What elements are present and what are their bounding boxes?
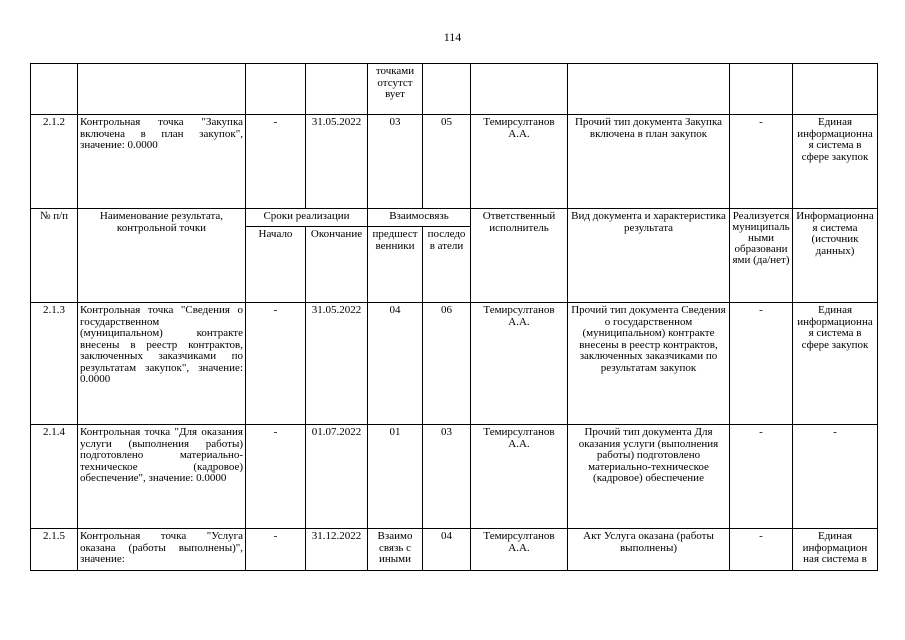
header-terms-group: Сроки реализации bbox=[246, 209, 368, 227]
cell-num: 2.1.4 bbox=[31, 425, 78, 529]
header-num: № п/п bbox=[31, 209, 78, 303]
cell-start: - bbox=[246, 303, 306, 425]
cell-responsible: Темирсултанов А.А. bbox=[471, 115, 568, 209]
header-info-system: Информационная система (источник данных) bbox=[793, 209, 878, 303]
cell-pred: 01 bbox=[368, 425, 423, 529]
cell-pred: 03 bbox=[368, 115, 423, 209]
cell-name: Контрольная точка "Для оказания услуги (выполнения работы) подготовлено материально-техническое (кадровое) обеспечение", значение: 0.0000 bbox=[78, 425, 246, 529]
cell-doc: Прочий тип документа Закупка включена в план закупок bbox=[568, 115, 730, 209]
cell-succ: 04 bbox=[423, 529, 471, 571]
cell-pred: 04 bbox=[368, 303, 423, 425]
cell-end: 31.05.2022 bbox=[306, 303, 368, 425]
cell-name: Контрольная точка "Закупка включена в план закупок", значение: 0.0000 bbox=[78, 115, 246, 209]
header-doc-type: Вид документа и характеристика результата bbox=[568, 209, 730, 303]
cell-name bbox=[78, 64, 246, 115]
cell-doc bbox=[568, 64, 730, 115]
header-end: Окончание bbox=[306, 227, 368, 303]
cell-info-system: Единая информационная система в сфере закупок bbox=[793, 115, 878, 209]
cell-doc: Прочий тип документа Сведения о государственном (муниципальном) контракте внесены в реестр контрактов, заключенных заказчиками по результатам закупок bbox=[568, 303, 730, 425]
cell-start: - bbox=[246, 529, 306, 571]
cell-end: 01.07.2022 bbox=[306, 425, 368, 529]
cell-info-system: Единая информацион ная система в bbox=[793, 529, 878, 571]
table-header-row bbox=[31, 209, 878, 227]
cell-info-system bbox=[793, 64, 878, 115]
cell-pred: точками отсутст вует bbox=[368, 64, 423, 115]
cell-realized: - bbox=[730, 303, 793, 425]
table-row bbox=[31, 64, 878, 115]
cell-succ bbox=[423, 64, 471, 115]
cell-num: 2.1.3 bbox=[31, 303, 78, 425]
cell-succ: 06 bbox=[423, 303, 471, 425]
cell-pred: Взаимо связь с иными bbox=[368, 529, 423, 571]
results-table bbox=[30, 63, 878, 571]
header-start: Начало bbox=[246, 227, 306, 303]
cell-info-system: - bbox=[793, 425, 878, 529]
page-number: 114 bbox=[443, 30, 462, 44]
cell-succ: 05 bbox=[423, 115, 471, 209]
cell-num: 2.1.2 bbox=[31, 115, 78, 209]
cell-info-system: Единая информационная система в сфере закупок bbox=[793, 303, 878, 425]
cell-realized: - bbox=[730, 425, 793, 529]
table-row bbox=[31, 115, 878, 209]
cell-doc: Прочий тип документа Для оказания услуги (выполнения работы) подготовлено материально-техническое (кадровое) обеспечение bbox=[568, 425, 730, 529]
cell-end: 31.12.2022 bbox=[306, 529, 368, 571]
cell-end bbox=[306, 64, 368, 115]
header-link-group: Взаимосвязь bbox=[368, 209, 471, 227]
header-realized: Реализуется муниципальными образованиями (да/нет) bbox=[730, 209, 793, 303]
cell-realized: - bbox=[730, 529, 793, 571]
cell-responsible bbox=[471, 64, 568, 115]
cell-start: - bbox=[246, 115, 306, 209]
cell-end: 31.05.2022 bbox=[306, 115, 368, 209]
cell-responsible: Темирсултанов А.А. bbox=[471, 425, 568, 529]
cell-responsible: Темирсултанов А.А. bbox=[471, 529, 568, 571]
cell-start: - bbox=[246, 425, 306, 529]
cell-num: 2.1.5 bbox=[31, 529, 78, 571]
header-name: Наименование результата, контрольной точки bbox=[78, 209, 246, 303]
cell-realized bbox=[730, 64, 793, 115]
table-row bbox=[31, 303, 878, 425]
cell-start bbox=[246, 64, 306, 115]
cell-name: Контрольная точка "Сведения о государственном (муниципальном) контракте внесены в реестр контрактов, заключенных заказчиками по результатам закупок", значение: 0.0000 bbox=[78, 303, 246, 425]
table-row bbox=[31, 425, 878, 529]
header-responsible: Ответственный исполнитель bbox=[471, 209, 568, 303]
cell-responsible: Темирсултанов А.А. bbox=[471, 303, 568, 425]
header-predecessors: предшест венники bbox=[368, 227, 423, 303]
cell-realized: - bbox=[730, 115, 793, 209]
cell-doc: Акт Услуга оказана (работы выполнены) bbox=[568, 529, 730, 571]
table-row bbox=[31, 529, 878, 571]
cell-succ: 03 bbox=[423, 425, 471, 529]
cell-name: Контрольная точка "Услуга оказана (работы выполнены)", значение: bbox=[78, 529, 246, 571]
header-successors: последов атели bbox=[423, 227, 471, 303]
cell-num bbox=[31, 64, 78, 115]
